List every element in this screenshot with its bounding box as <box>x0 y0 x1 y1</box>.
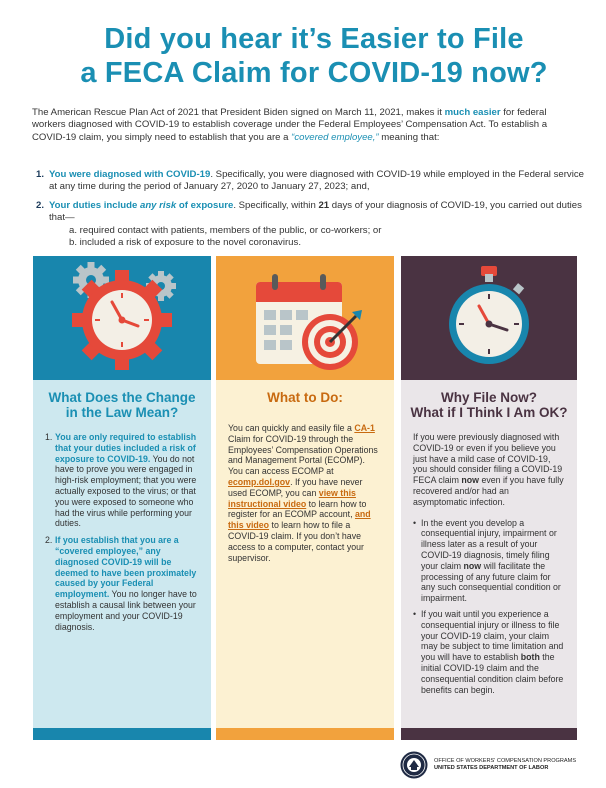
condition-number: 2. <box>36 199 45 211</box>
col1-body <box>33 420 211 632</box>
col1-item-2-text: You no longer have to establish a causal link between your employment and your COVID-19 diagnosis. <box>55 589 197 632</box>
col3-bullet-2-text-a: If you wait until you experience a consequential injury or illness to file your COVID-19 claim, your claim may be subject to time limitation and you will have to establish <box>421 608 564 663</box>
item-number: 1. <box>45 432 53 442</box>
col1-heading-line-1: What Does the Change <box>48 390 196 405</box>
stopwatch-icon <box>401 256 577 380</box>
intro-text-2: for federal workers diagnosed with COVID-19 to establish coverage under the Federal Employees’ Compensation Act. To establish a COVID-19 claim, you simply need to establish that you are a <box>32 107 548 143</box>
col3-bullet-2-text-b: the initial COVID-19 claim and the consequential condition claim before benefits can begin. <box>421 652 564 695</box>
col1-item-1-text: You do not have to prove you were engaged in high-risk employment; that you were actually exposed to the virus; or that you were exposed to someone who had the virus while performing your duties. <box>55 453 197 529</box>
page-title <box>34 22 594 90</box>
footer-logo <box>400 751 590 781</box>
col1-item-2 <box>45 535 199 632</box>
column-what-to-do <box>216 256 394 740</box>
condition-item-1 <box>32 169 592 194</box>
item-number: 2. <box>45 535 53 546</box>
col1-item-1-bold: You are only required to establish that your duties included a risk of exposure to COVID-19. <box>55 432 197 464</box>
col3-bullet-1-text-b: will facilitate the processing of any future claim for any such consequential condition or impairment. <box>421 560 561 604</box>
column-law-change <box>33 256 211 740</box>
page-title-line-2: a FECA Claim for COVID-19 now? <box>80 57 548 89</box>
ecomp-link[interactable]: ecomp.dol.gov <box>228 476 291 487</box>
col3-bullet-1-text-a: In the event you develop a consequential injury, impairment or illness later as a result of your COVID-19 diagnosis, timely filing your claim <box>421 517 557 571</box>
condition-text-b: days of your diagnosis of COVID-19, you carried out duties that— <box>49 199 582 224</box>
col3-heading-line-1: Why File Now? <box>441 390 537 405</box>
bullet-icon: • <box>413 517 417 528</box>
calendar-target-icon <box>216 256 394 380</box>
footer-office: OFFICE OF WORKERS' COMPENSATION PROGRAMS <box>434 758 577 764</box>
footer-text <box>434 758 576 773</box>
col3-bullet-2 <box>413 609 565 695</box>
dol-seal-icon <box>400 751 428 779</box>
condition-text-a: . Specifically, within <box>233 199 319 211</box>
gears-clock-icon <box>33 256 211 380</box>
condition-lead-any-risk: any risk <box>139 199 177 211</box>
col1-heading <box>33 380 211 420</box>
intro-text-3: meaning that: <box>378 131 440 143</box>
sub-item-a: a. required contact with patients, members of the public, or co-workers; or <box>69 224 382 236</box>
ca1-link[interactable]: CA-1 <box>354 423 375 433</box>
bar-segment-blue <box>33 728 211 740</box>
col2-text-1: You can quickly and easily file a <box>228 423 355 433</box>
col3-intro-text-b: even if you have fully recovered and/or had an asymptomatic infection. <box>413 475 564 507</box>
col1-item-1 <box>45 432 199 529</box>
col3-bullet-1-now: now <box>463 560 482 571</box>
col3-bullet-1 <box>413 518 565 604</box>
bullet-icon: • <box>413 608 417 619</box>
condition-days: 21 <box>318 199 330 211</box>
bar-segment-plum <box>401 728 577 740</box>
col1-hero <box>33 256 211 380</box>
col3-body <box>401 420 577 695</box>
sub-item-b: b. included a risk of exposure to the novel coronavirus. <box>69 237 301 249</box>
footer-dept: UNITED STATES DEPARTMENT OF LABOR <box>434 765 549 772</box>
conditions-list <box>32 169 592 255</box>
col1-item-2-bold: If you establish that you are a “covered employee,” any diagnosed COVID-19 will be deemed to have been proximately caused by your Federal employment. <box>55 535 197 600</box>
col3-intro-text-a: If you were previously diagnosed with COVID-19 or even if you believe you just have a mild case of COVID-19, you should consider filing a COVID-19 FECA claim <box>413 432 563 486</box>
intro-paragraph <box>32 107 582 144</box>
col2-hero <box>216 256 394 380</box>
intro-much-easier: much easier <box>444 107 501 118</box>
condition-lead: You were diagnosed with COVID-19 <box>49 169 211 180</box>
col2-text-4: to learn how to register for an ECOMP account, <box>228 498 367 520</box>
col2-heading: What to Do: <box>267 390 343 405</box>
intro-text-1: The American Rescue Plan Act of 2021 that President Biden signed on March 11, 2021, makes it <box>32 107 445 118</box>
condition-item-2 <box>32 200 592 250</box>
col2-text-5: to learn how to file a COVID-19 claim. If you don’t have access to a computer, contact your supervisor. <box>228 520 364 563</box>
col2-text-3: . If you have never used ECOMP, you can <box>228 476 363 498</box>
bottom-color-bar <box>33 728 577 740</box>
col1-heading-line-2: in the Law Mean? <box>65 405 179 420</box>
condition-text: . Specifically, you were diagnosed with COVID-19 while employed in the Federal service at any time during the period of January 27, 2020 to January 27, 2023; and, <box>49 169 584 193</box>
bar-segment-orange <box>216 728 394 740</box>
intro-covered-employee: “covered employee,” <box>291 131 379 143</box>
column-why-file-now <box>401 256 577 740</box>
col3-bullet-2-both: both <box>520 652 540 663</box>
condition-lead-c: of exposure <box>176 199 234 211</box>
col2-body <box>216 405 394 563</box>
condition-lead-a: Your duties include <box>49 199 140 211</box>
col1-panel <box>33 380 211 740</box>
condition-number: 1. <box>36 169 45 180</box>
page-title-line-1: Did you hear it’s Easier to File <box>104 23 524 55</box>
instructional-video-link[interactable]: view this instructional video <box>228 487 356 509</box>
col3-panel <box>401 380 577 740</box>
col3-hero <box>401 256 577 380</box>
col3-heading-line-2: What if I Think I Am OK? <box>410 405 568 420</box>
col3-intro-now: now <box>461 475 479 486</box>
col2-panel <box>216 380 394 740</box>
col3-heading <box>401 380 577 420</box>
col2-text-2: Claim for COVID-19 through the Employees’ Compensation Operations and Management Portal (ECOMP). You can access ECOMP at <box>228 433 378 477</box>
second-video-link[interactable]: and this video <box>228 509 371 531</box>
col3-intro <box>413 432 565 508</box>
